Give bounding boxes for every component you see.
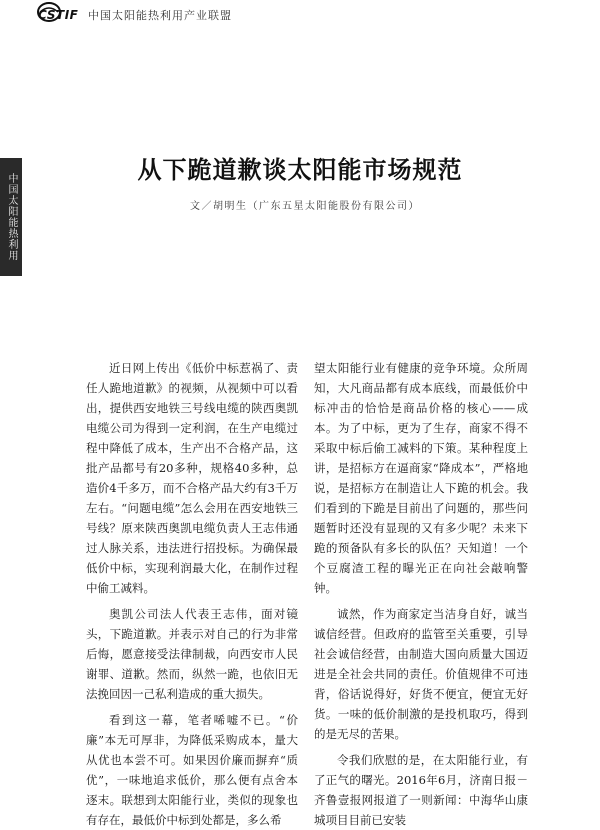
article-title: 从下跪道歉谈太阳能市场规范: [137, 155, 463, 184]
paragraph: 诚然，作为商家定当洁身自好，诚当诚信经营。但政府的监管至关重要，引导社会诚信经营，由制造大国向质量大国迈进是全社会共同的责任。价值规律不可违背，俗话说得好，好货不便宜，便宜无好货。一味的低价制激的是投机取巧，得到的是无尽的苦果。: [314, 607, 528, 741]
paragraph: 奥凯公司法人代表王志伟，面对镜头，下跪道歉。并表示对自己的行为非常后悔，愿意接受法律制裁，向西安市人民谢罪、道歉。然而，纵然一跪，也依旧无法挽回因一己私利造成的重大损失。: [86, 607, 298, 701]
header-title: 中国太阳能热利用产业联盟: [88, 9, 232, 22]
left-column: [86, 358, 298, 830]
right-column: [314, 358, 528, 830]
paragraph: 望太阳能行业有健康的竞争环境。众所周知，大凡商品都有成本底线，而最低价中标冲击的恰恰是商品价格的核心——成本。为了中标，更为了生存，商家不得不采取中标后偷工减料的下策。某种程度上讲，是招标方在逼商家“降成本”，严格地说，是招标方在制造让人下跪的机会。我们看到的下跪是目前出了问题的，那些问题暂时还没有显现的又有多少呢？未来下跪的预备队有多长的队伍？天知道！一个个豆腐渣工程的曝光正在向社会敲响警钟。: [314, 361, 528, 595]
article-byline: 文／胡明生（广东五星太阳能股份有限公司）: [190, 201, 420, 212]
paragraph: 令我们欣慰的是，在太阳能行业，有了正气的曙光。2016年6月，济南日报－齐鲁壹报网报道了一则新闻：中海华山康城项目目前已安装: [314, 753, 528, 827]
page-header: [34, 2, 554, 26]
paragraph: 近日网上传出《低价中标惹祸了、责任人跪地道歉》的视频，从视频中可以看出，提供西安地铁三号线电缆的陕西奥凯电缆公司为得到一定利润，在生产电缆过程中降低了成本，生产出不合格产品，这批产品都号有20多种，规格40多种，总造价4千多万，而不合格产品大约有3千万左右。“问题电缆”怎么会用在西安地铁三号线？原来陕西奥凯电缆负责人王志伟通过人脉关系，违法进行招投标。为确保最低价中标，实现利润最大化，在制作过程中偷工减料。: [86, 361, 298, 595]
side-tab: 中国太阳能热利用: [0, 158, 22, 276]
logo-text: CSTIF: [38, 8, 79, 22]
paragraph: 看到这一幕，笔者唏嘘不已。“价廉”本无可厚非，为降低采购成本，量大从优也本尝不可。如果因价廉而摒弃“质优”，一味地追求低价，那么便有点舍本逐末。联想到太阳能行业，类似的现象也有存在，最低价中标到处都是，多么希: [86, 713, 298, 827]
